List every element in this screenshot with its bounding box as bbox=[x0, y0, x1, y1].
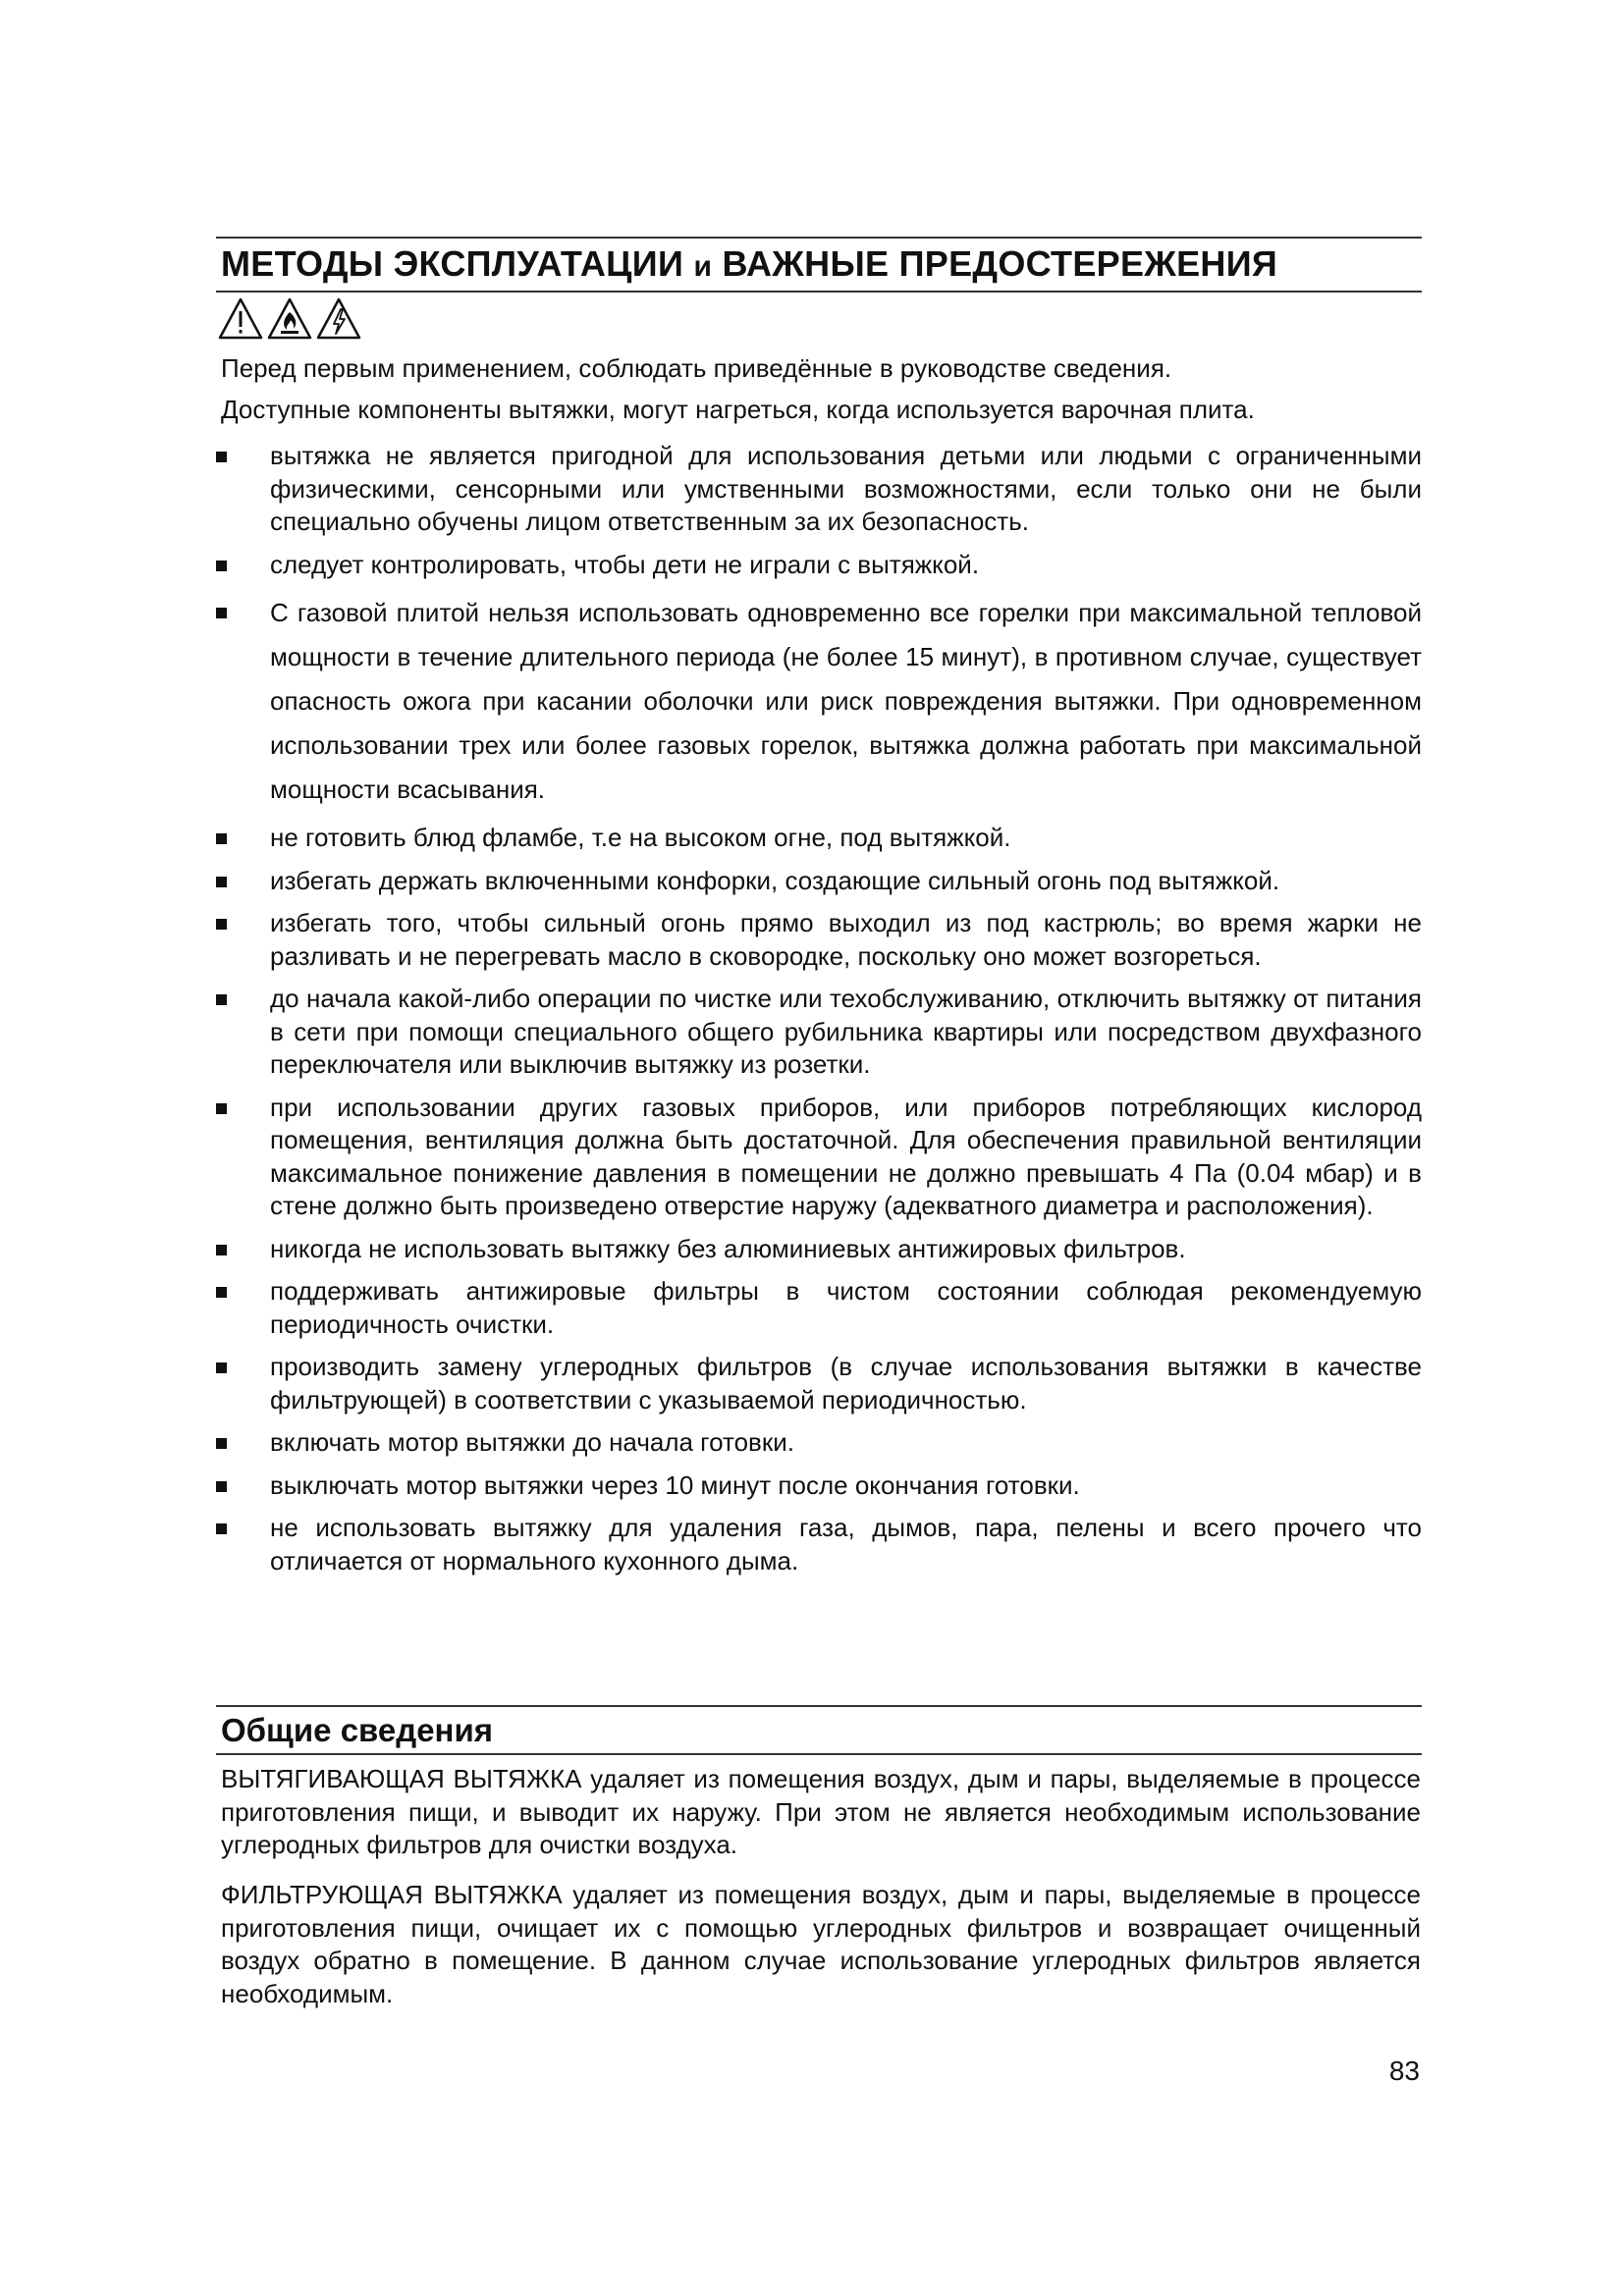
list-item: при использовании других газовых приборов, или приборов потребляющих кислород помещения, вентиляция должна быть достаточной. Для обеспечения правильной вентиляции максимальное понижение давления в помещении не должно превышать 4 Па (0.04 мбар) и в стене должно быть произведено отверстие наружу (адекватного диаметра и расположения). bbox=[216, 1092, 1422, 1223]
list-item: избегать держать включенными конфорки, создающие сильный огонь под вытяжкой. bbox=[216, 865, 1422, 898]
list-item: до начала какой-либо операции по чистке или техобслуживанию, отключить вытяжку от питания в сети при помощи специального общего рубильника квартиры или посредством двухфазного переключателя или выключив вытяжку из розетки. bbox=[216, 983, 1422, 1082]
bullet-square-icon bbox=[216, 1523, 227, 1534]
precautions-list bbox=[216, 440, 1422, 1587]
bullet-square-icon bbox=[216, 1481, 227, 1492]
list-item: С газовой плитой нельзя использовать одновременно все горелки при максимальной тепловой мощности в течение длительного периода (не более 15 минут), в противном случае, существует опасность ожога при касании оболочки или риск повреждения вытяжки. При одновременном использовании трех или более газовых горелок, вытяжка должна работать при максимальной мощности всасывания. bbox=[216, 591, 1422, 812]
fire-hazard-icon bbox=[267, 296, 312, 342]
bullet-square-icon bbox=[216, 1438, 227, 1449]
list-item: никогда не использовать вытяжку без алюминиевых антижировых фильтров. bbox=[216, 1233, 1422, 1266]
bullet-square-icon bbox=[216, 1362, 227, 1373]
bullet-square-icon bbox=[216, 833, 227, 844]
bullet-square-icon bbox=[216, 1245, 227, 1255]
list-item: избегать того, чтобы сильный огонь прямо выходил из под кастрюль; во время жарки не разливать и не перегревать масло в сковородке, поскольку оно может возгореться. bbox=[216, 907, 1422, 973]
list-item: поддерживать антижировые фильтры в чистом состоянии соблюдая рекомендуемую периодичность очистки. bbox=[216, 1275, 1422, 1341]
warning-icons bbox=[218, 296, 361, 346]
section2-title: Общие сведения bbox=[221, 1712, 494, 1748]
section1-bottom-rule bbox=[216, 291, 1422, 293]
list-item: производить замену углеродных фильтров (в случае использования вытяжки в качестве фильтрующей) в соответствии с указываемой периодичностью. bbox=[216, 1351, 1422, 1416]
list-item: не использовать вытяжку для удаления газа, дымов, пара, пелены и всего прочего что отличается от нормального кухонного дыма. bbox=[216, 1512, 1422, 1577]
page-number: 83 bbox=[1388, 2056, 1420, 2086]
list-item: включать мотор вытяжки до начала готовки. bbox=[216, 1426, 1422, 1460]
bullet-square-icon bbox=[216, 877, 227, 887]
list-item: следует контролировать, чтобы дети не играли с вытяжкой. bbox=[216, 549, 1422, 582]
bullet-square-icon bbox=[216, 608, 227, 618]
general-paragraph-2: ФИЛЬТРУЮЩАЯ ВЫТЯЖКА удаляет из помещения воздух, дым и пары, выделяемые в процессе приготовления пищи, очищает их с помощью углеродных фильтров и возвращает очищенный воздух обратно в помещение. В данном случае использование углеродных фильтров является необходимым. bbox=[221, 1880, 1421, 2008]
bullet-square-icon bbox=[216, 919, 227, 930]
bullet-square-icon bbox=[216, 1103, 227, 1114]
general-paragraph-1: ВЫТЯГИВАЮЩАЯ ВЫТЯЖКА удаляет из помещения воздух, дым и пары, выделяемые в процессе приготовления пищи, и выводит их наружу. При этом не является необходимым использование углеродных фильтров для очистки воздуха. bbox=[221, 1764, 1421, 1859]
section1-title: МЕТОДЫ ЭКСПЛУАТАЦИИ и ВАЖНЫЕ ПРЕДОСТЕРЕЖЕНИЯ bbox=[221, 243, 1278, 284]
bullet-square-icon bbox=[216, 452, 227, 462]
section1-top-rule bbox=[216, 237, 1422, 239]
warning-triangle-icon bbox=[218, 296, 263, 342]
bullet-square-icon bbox=[216, 1287, 227, 1298]
electric-shock-icon bbox=[316, 296, 361, 342]
bullet-square-icon bbox=[216, 994, 227, 1005]
list-item: выключать мотор вытяжки через 10 минут после окончания готовки. bbox=[216, 1469, 1422, 1503]
section2-top-rule bbox=[216, 1705, 1422, 1707]
list-item: вытяжка не является пригодной для использования детьми или людьми с ограниченными физическими, сенсорными или умственными возможностями, если только они не были специально обучены лицом ответственным за их безопасность. bbox=[216, 440, 1422, 539]
bullet-square-icon bbox=[216, 561, 227, 571]
section2-bottom-rule bbox=[216, 1753, 1422, 1755]
intro-paragraph-1: Перед первым применением, соблюдать приведённые в руководстве сведения. bbox=[221, 353, 1172, 383]
list-item: не готовить блюд фламбе, т.е на высоком огне, под вытяжкой. bbox=[216, 822, 1422, 855]
intro-paragraph-2: Доступные компоненты вытяжки, могут нагреться, когда используется варочная плита. bbox=[221, 395, 1255, 424]
